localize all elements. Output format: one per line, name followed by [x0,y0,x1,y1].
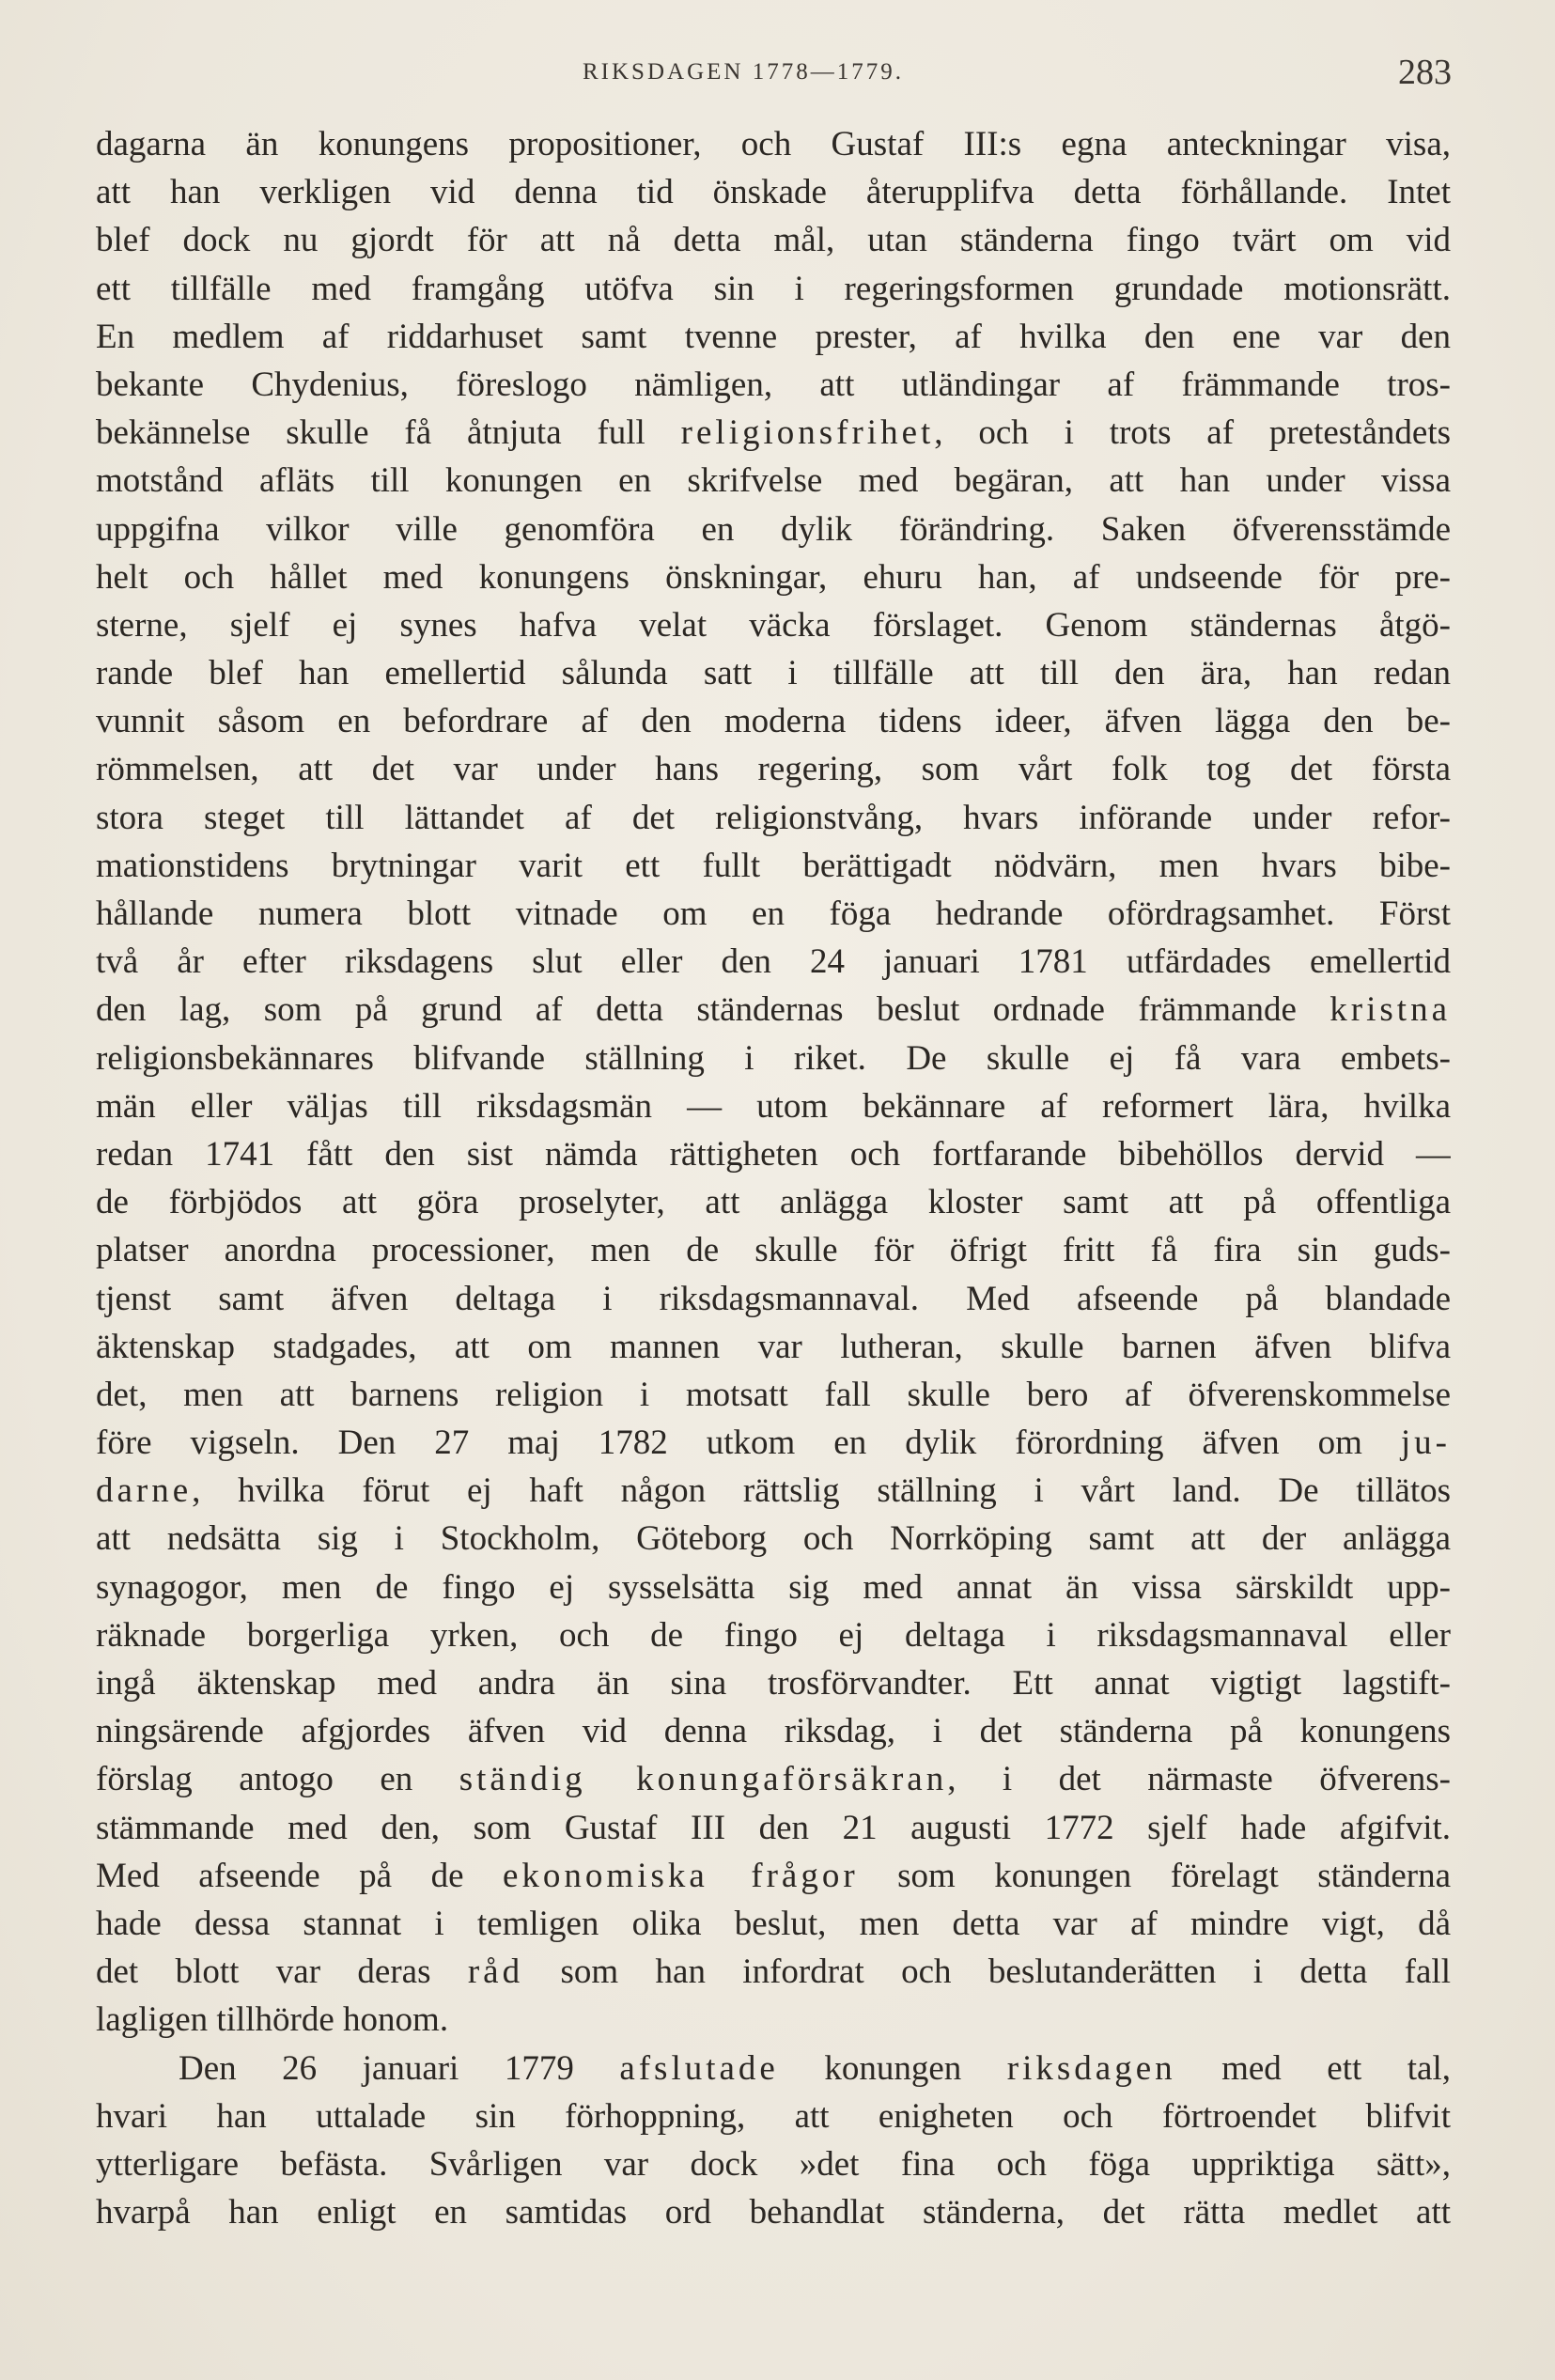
text-run: som han infordrat och beslutanderätten i detta fall [523,1952,1451,1992]
text-run: bekännelse skulle få åtnjuta full [96,413,681,453]
text-line [96,1371,1451,1419]
text-line [96,697,1451,745]
text-line [96,1755,1451,1803]
text-line [96,1900,1451,1948]
text-line [96,842,1451,890]
text-run: som konungen förelagt ständerna [858,1856,1451,1895]
text-line [96,2045,1451,2092]
text-run: före vigseln. Den 27 maj 1782 utkom en dylik förordning äfven om [96,1423,1401,1463]
text-run: hade dessa stannat i temligen olika beslut, men detta var af mindre vigt, då [96,1904,1451,1943]
spaced-emphasis: kristna [1330,990,1451,1030]
text-line [96,1082,1451,1130]
text-line [96,1707,1451,1755]
text-run: det, men att barnens religion i motsatt fall skulle bero af öfverenskommelse [96,1375,1451,1414]
text-run: den lag, som på grund af detta ständernas beslut ordnade främmande [96,990,1330,1030]
text-run: ytterligare befästa. Svårligen var dock »det fina och föga uppriktiga sätt», [96,2144,1451,2184]
text-line [96,649,1451,697]
text-run: män eller väljas till riksdagsmän — utom bekännare af reformert lära, hvilka [96,1086,1451,1126]
text-line [96,1226,1451,1274]
text-line [96,1852,1451,1900]
spaced-emphasis: religionsfrihet [680,413,935,453]
text-run: med ett tal, [1175,2048,1451,2088]
text-run: platser anordna processioner, men de skulle för öfrigt fritt få fira sin guds- [96,1231,1451,1270]
text-line [96,506,1451,553]
spaced-emphasis: råd [467,1952,524,1992]
text-line [96,553,1451,601]
text-run: ningsärende afgjordes äfven vid denna riksdag, i det ständerna på konungens [96,1712,1451,1751]
text-line [96,216,1451,264]
text-run: förslag antogo en [96,1760,459,1799]
text-line [96,1515,1451,1563]
text-line [96,986,1451,1034]
text-run: lagligen tillhörde honom. [96,2000,449,2040]
text-run: hvarpå han enligt en samtidas ord behandlat ständerna, det rätta medlet att [96,2193,1451,2232]
text-run: dagarna än konungens propositioner, och Gustaf III:s egna anteckningar visa, [96,125,1451,163]
spaced-emphasis: ständig konungaförsäkran [459,1760,948,1799]
text-run: uppgifna vilkor ville genomföra en dylik förändring. Saken öfverensstämde [96,509,1451,549]
text-line [96,1419,1451,1467]
text-line [96,1130,1451,1178]
text-line [96,2092,1451,2140]
page-number: 283 [1398,53,1452,92]
text-line [96,745,1451,793]
text-run: vunnit såsom en befordrare af den moderna tidens ideer, äfven lägga den be- [96,702,1451,741]
text-line [96,409,1451,457]
text-run: Med afseende på de [96,1856,503,1895]
text-run: det blott var deras [96,1952,468,1992]
text-line [96,1034,1451,1082]
text-run: att han verkligen vid denna tid önskade återupplifva detta förhållande. Intet [96,173,1451,212]
text-run: römmelsen, att det var under hans regering, som vårt folk tog det första [96,750,1451,789]
text-run: blef dock nu gjordt för att nå detta mål, utan ständerna fingo tvärt om vid [96,221,1451,260]
text-run: ett tillfälle med framgång utöfva sin i regeringsformen grundade motionsrätt. [96,269,1451,308]
text-run: synagogor, men de fingo ej sysselsätta sig med annat än vissa särskildt upp- [96,1567,1451,1607]
spaced-emphasis: darne [96,1471,193,1511]
text-run: redan 1741 fått den sist nämda rättigheten och fortfarande bibehöllos dervid — [96,1134,1451,1174]
text-run: , och i trots af preteståndets [934,413,1451,453]
text-line [96,1178,1451,1226]
spaced-emphasis: ekonomiska frågor [503,1856,859,1895]
text-run: stora steget till lättandet af det religionstvång, hvars införande under refor- [96,798,1451,837]
text-run: sterne, sjelf ej synes hafva velat väcka förslaget. Genom ständernas åtgö- [96,605,1451,645]
text-line [96,890,1451,938]
text-line [96,601,1451,649]
text-line [96,265,1451,313]
text-run: , hvilka förut ej haft någon rättslig ställning i vårt land. De tillätos [192,1471,1451,1511]
text-run: bekante Chydenius, föreslogo nämligen, att utländingar af främmande tros- [96,365,1451,404]
text-line [96,2188,1451,2236]
text-line [96,168,1451,216]
text-run: religionsbekännares blifvande ställning i riket. De skulle ej få vara embets- [96,1038,1451,1078]
text-run: helt och hållet med konungens önskningar, ehuru han, af undseende för pre- [96,557,1451,597]
text-run: motstånd afläts till konungen en skrifvelse med begäran, att han under vissa [96,461,1451,501]
text-run: Den 26 januari 1779 [179,2048,620,2088]
text-run: , i det närmaste öfverens- [947,1760,1451,1799]
text-line [96,794,1451,842]
text-line [96,1563,1451,1611]
text-run: de förbjödos att göra proselyter, att anlägga kloster samt att på offentliga [96,1183,1451,1222]
spaced-emphasis: ju- [1400,1423,1451,1463]
body-text [96,120,1451,2236]
text-run: ingå äktenskap med andra än sina trosförvandter. Ett annat vigtigt lagstift- [96,1664,1451,1703]
text-line [96,457,1451,505]
text-line [96,361,1451,409]
text-run: En medlem af riddarhuset samt tvenne prester, af hvilka den ene var den [96,317,1451,356]
text-run: tjenst samt äfven deltaga i riksdagsmannaval. Med afseende på blandade [96,1279,1451,1318]
text-run: mationstidens brytningar varit ett fullt berättigadt nödvärn, men hvars bibe- [96,846,1451,885]
text-run: konungen [778,2048,1007,2088]
text-line [96,1323,1451,1371]
text-line [96,1948,1451,1996]
text-line [96,2140,1451,2188]
text-run: hållande numera blott vitnade om en föga hedrande ofördragsamhet. Först [96,894,1451,933]
text-line [96,1996,1451,2044]
text-line [96,120,1451,168]
text-line [96,1275,1451,1323]
running-head [0,52,1555,99]
text-line [96,1611,1451,1659]
text-run: stämmande med den, som Gustaf III den 21 augusti 1772 sjelf hade afgifvit. [96,1808,1451,1847]
running-title: RIKSDAGEN 1778—1779. [583,59,904,85]
text-line [96,938,1451,986]
spaced-emphasis: riksdagen [1006,2048,1176,2088]
text-line [96,1467,1451,1515]
text-run: rande blef han emellertid sålunda satt i tillfälle att till den ära, han redan [96,654,1451,693]
text-run: två år efter riksdagens slut eller den 24 januari 1781 utfärdades emellertid [96,942,1451,982]
text-run: räknade borgerliga yrken, och de fingo ej deltaga i riksdagsmannaval eller [96,1615,1451,1655]
text-line [96,313,1451,361]
spaced-emphasis: afslutade [619,2048,779,2088]
text-run: att nedsätta sig i Stockholm, Göteborg och Norrköping samt att der anlägga [96,1519,1451,1559]
text-line [96,1659,1451,1707]
text-run: hvari han uttalade sin förhoppning, att enigheten och förtroendet blifvit [96,2096,1451,2136]
text-run: äktenskap stadgades, att om mannen var lutheran, skulle barnen äfven blifva [96,1327,1451,1366]
text-line [96,1804,1451,1852]
